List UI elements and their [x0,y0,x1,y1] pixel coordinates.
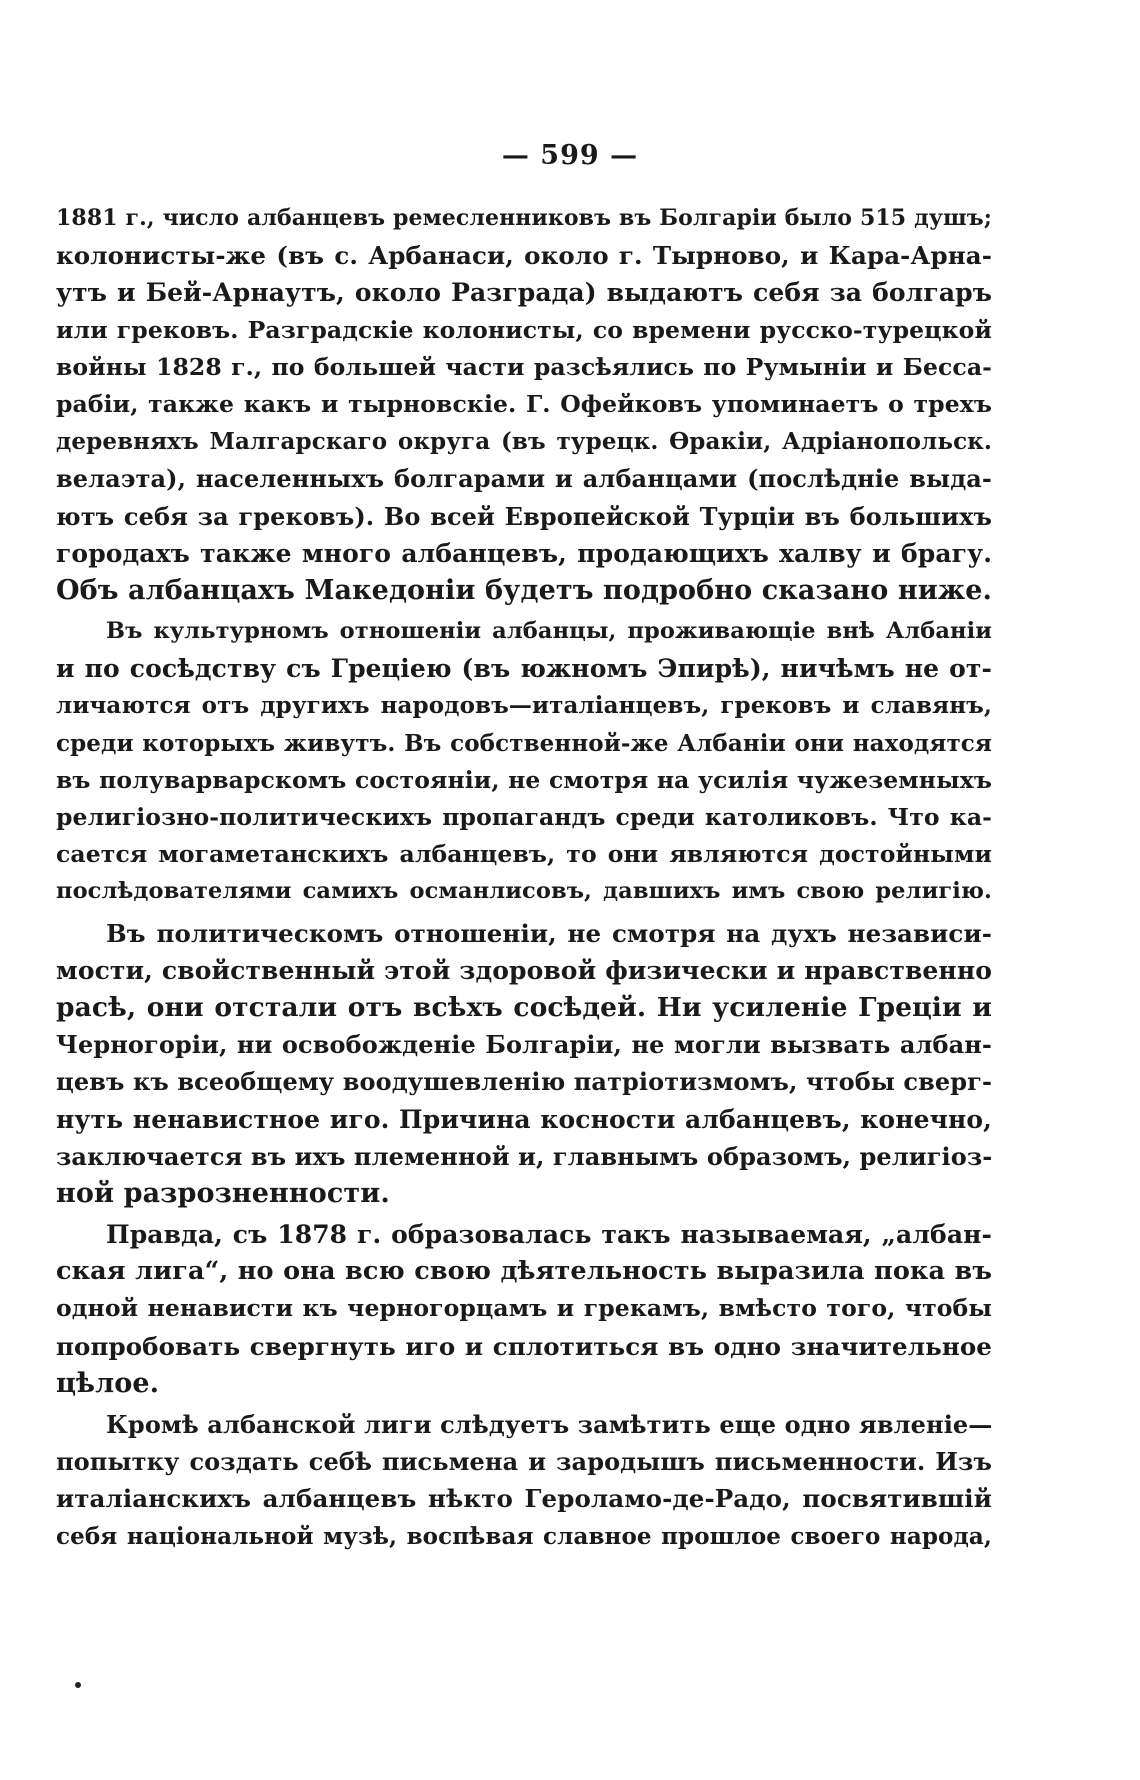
text-line: мости, свойственный этой здоровой физически и нравственно [56,955,992,985]
text-line: 1881 г., число албанцевъ ремесленниковъ въ Болгаріи было 515 душъ; [56,205,992,231]
paragraph-4 [56,1216,992,1402]
paragraph-1 [56,200,992,609]
text-line: личаются отъ другихъ народовъ—италіанцевъ, грековъ и славянъ, [56,692,992,720]
text-line: заключается въ ихъ племенной и, главнымъ образомъ, религіоз- [56,1141,993,1171]
text-line: въ полуварварскомъ состояніи, не смотря на усилія чужеземныхъ [56,765,992,794]
text-line: нуть ненавистное иго. Причина косности албанцевъ, конечно, [56,1104,992,1134]
text-line: расѣ, они отстали отъ всѣхъ сосѣдей. Ни усиленіе Греціи и [56,991,992,1023]
text-line: себя національной музѣ, воспѣвая славное прошлое своего народа, [56,1522,992,1550]
text-line: цѣлое. [56,1367,160,1399]
text-line: или грековъ. Разградскіе колонисты, со времени русско-турецкой [56,315,992,344]
text-line: одной ненависти къ черногорцамъ и грекамъ, вмѣсто того, чтобы [56,1294,992,1323]
text-line: и по сосѣдству съ Греціею (въ южномъ Эпирѣ), ничѣмъ не от- [56,654,992,684]
text-line: Правда, съ 1878 г. образовалась такъ называемая, „албан- [106,1220,992,1250]
page-number: — 599 — [501,140,639,171]
text-line: Въ политическомъ отношеніи, не смотря на духъ независи- [106,918,992,948]
text-line: войны 1828 г., по большей части разсѣялись по Румыніи и Бесса- [56,352,992,381]
scan-speck [75,1682,81,1688]
text-line: рабіи, также какъ и тырновскіе. Г. Офейковъ упоминаетъ о трехъ [56,389,992,418]
text-line: попытку создать себѣ письмена и зародышъ письменности. Изъ [56,1447,992,1477]
text-line: ной разрозненности. [56,1177,390,1209]
text-line: Объ албанцахъ Македоніи будетъ подробно сказано ниже. [56,574,992,606]
text-line: среди которыхъ живутъ. Въ собственной-же Албаніи они находятся [56,729,992,757]
text-line: религіозно-политическихъ пропагандъ среди католиковъ. Что ка- [56,803,992,831]
text-line: сается могаметанскихъ албанцевъ, то они являются достойными [56,840,992,869]
text-line: ская лига“, но она всю свою дѣятельность выразила пока въ [56,1256,992,1287]
text-line: италіанскихъ албанцевъ нѣкто Героламо-де-Радо, посвятившій [56,1484,992,1514]
body-text [56,200,992,1555]
text-line: Кромѣ албанской лиги слѣдуетъ замѣтить еще одно явленіе— [106,1410,993,1439]
text-line: цевъ къ всеобщему воодушевленію патріотизмомъ, чтобы сверг- [56,1067,993,1097]
paragraph-3 [56,915,992,1213]
text-line: попробовать свергнуть иго и сплотиться въ одно значительное [56,1331,992,1361]
text-line: деревняхъ Малгарскаго округа (въ турецк. Ѳракіи, Адріанопольск. [56,428,992,456]
paragraph-5 [56,1406,992,1555]
text-line: городахъ также много албанцевъ, продающихъ халву и брагу. [56,538,992,568]
text-line: колонисты-же (въ с. Арбанаси, около г. Тырново, и Кара-Арна- [56,241,992,271]
paragraph-2 [56,613,992,911]
text-line: Черногоріи, ни освобожденіе Болгаріи, не могли вызвать албан- [56,1030,992,1060]
text-line: утъ и Бей-Арнаутъ, около Разграда) выдаютъ себя за болгаръ [56,278,992,308]
text-line: послѣдователями самихъ османлисовъ, давшихъ имъ свою религію. [56,878,992,905]
text-line: велаэта), населенныхъ болгарами и албанцами (послѣдніе выда- [56,464,992,494]
text-line: Въ культурномъ отношеніи албанцы, проживающіе внѣ Албаніи [106,618,992,645]
text-line: ютъ себя за грековъ). Во всей Европейской Турціи въ большихъ [56,501,992,531]
